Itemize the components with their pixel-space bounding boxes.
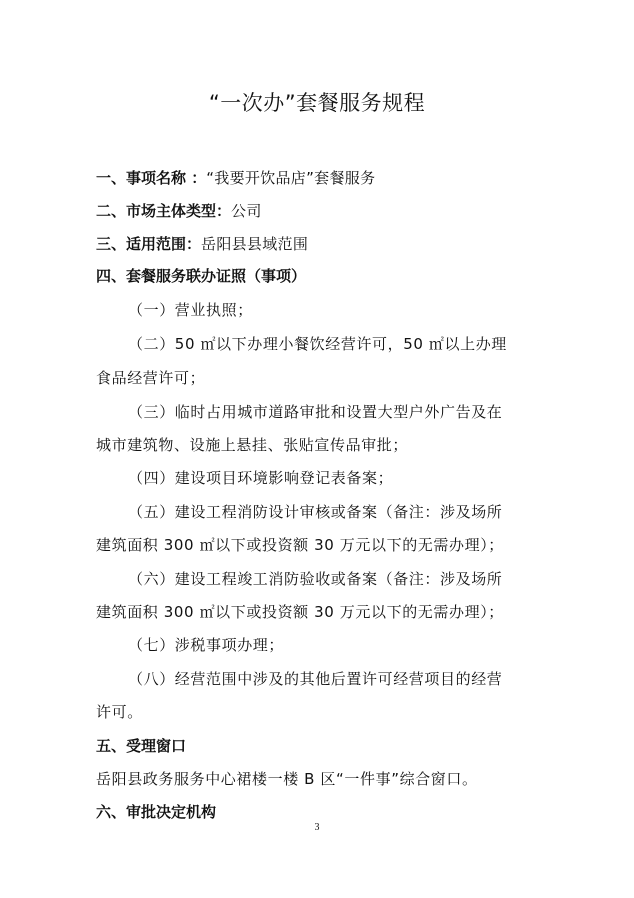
section-entity-type — [96, 199, 262, 223]
list-item: （八）经营范围中涉及的其他后置许可经营项目的经营 — [128, 670, 503, 688]
list-item-continuation: 许可。 — [96, 703, 143, 721]
section-value: “我要开饮品店”套餐服务 — [206, 169, 376, 187]
section-scope — [96, 232, 308, 256]
page-number: 3 — [314, 822, 320, 833]
list-item: （七）涉税事项办理； — [128, 636, 285, 654]
list-item-continuation: 城市建筑物、设施上悬挂、张贴宣传品审批； — [96, 436, 409, 454]
section-approval-authority-heading: 六、审批决定机构 — [96, 803, 217, 821]
window-text: 岳阳县政务服务中心裙楼一楼 B 区“一件事”综合窗口。 — [96, 770, 478, 788]
section-heading: 二、市场主体类型： — [96, 202, 232, 220]
section-heading: 三、适用范围： — [96, 235, 202, 253]
list-item-continuation: 建筑面积 300 ㎡以下或投资额 30 万元以下的无需办理）； — [96, 536, 504, 554]
list-item: （三）临时占用城市道路审批和设置大型户外广告及在 — [128, 403, 503, 421]
section-item-name — [96, 166, 375, 190]
list-item: （六）建设工程竣工消防验收或备案（备注：涉及场所 — [128, 570, 503, 588]
list-item: （五）建设工程消防设计审核或备案（备注：涉及场所 — [128, 503, 503, 521]
document-title: “一次办”套餐服务规程 — [208, 91, 426, 115]
list-item: （四）建设项目环境影响登记表备案； — [128, 469, 394, 487]
section-joint-licenses-heading: 四、套餐服务联办证照（事项） — [96, 267, 307, 285]
section-window-heading: 五、受理窗口 — [96, 737, 187, 755]
section-heading: 一、事项名称 ： — [96, 169, 207, 187]
list-item-continuation: 食品经营许可； — [96, 369, 206, 387]
list-item-continuation: 建筑面积 300 ㎡以下或投资额 30 万元以下的无需办理）； — [96, 603, 504, 621]
section-value: 公司 — [231, 202, 262, 220]
section-value: 岳阳县县域范围 — [201, 235, 309, 253]
list-item: （一）营业执照； — [128, 301, 253, 319]
list-item: （二）50 ㎡以下办理小餐饮经营许可，50 ㎡以上办理 — [128, 335, 507, 353]
